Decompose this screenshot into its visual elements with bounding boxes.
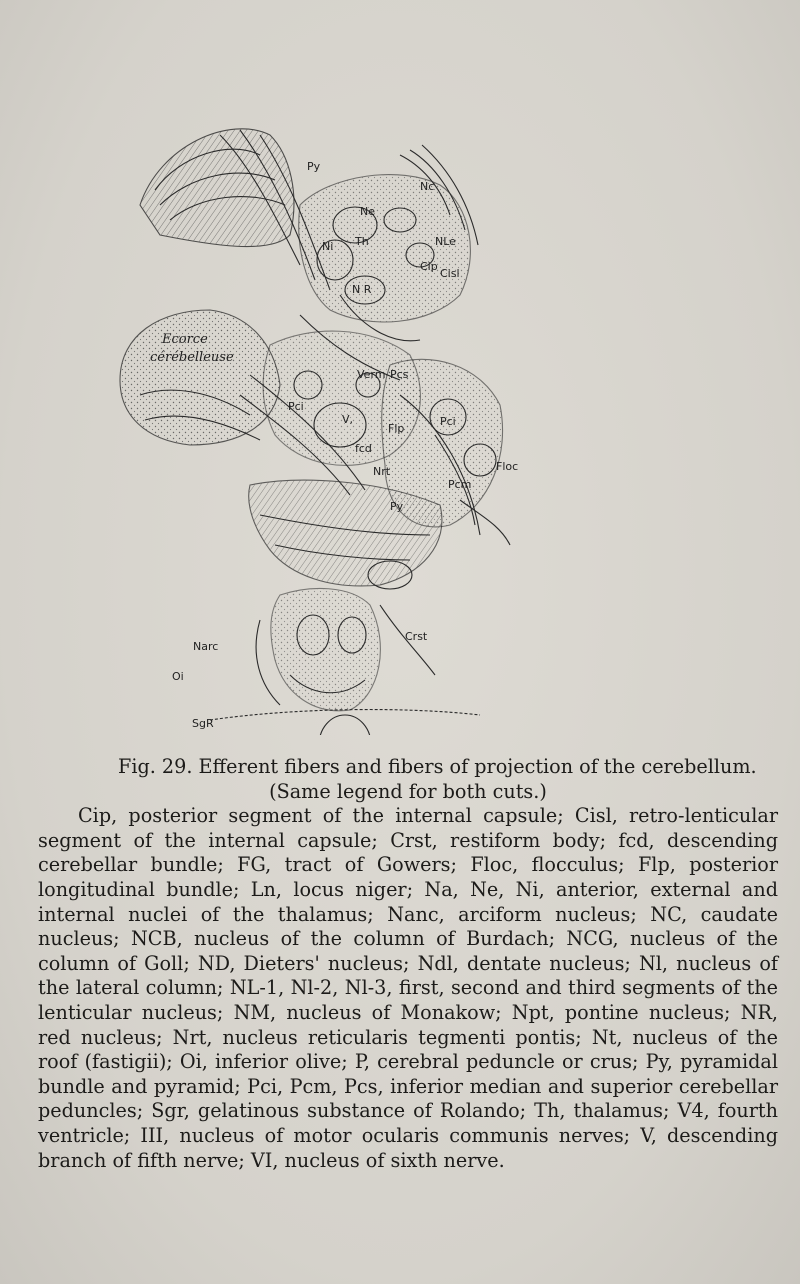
figure-subtitle: (Same legend for both cuts.)	[269, 779, 547, 803]
label-pcs: Pcs	[390, 368, 409, 381]
label-nc: Nc	[420, 180, 435, 193]
label-fcd: fcd	[355, 442, 372, 455]
label-nle: NLe	[435, 235, 456, 248]
label-v: V,	[342, 413, 354, 426]
label-th: Th	[355, 235, 369, 248]
label-pcm: Pcm	[448, 478, 472, 491]
label-pys: Py	[390, 500, 404, 513]
label-ne: Ne	[360, 205, 375, 218]
figure-legend: Cip, posterior segment of the internal capsule; Cisl, retro-lenticular segment of the internal capsule; Crst, restiform body; fcd, descending cerebellar bundle; FG, tract of Gowers; Floc, flocculus; Flp, posterior longitudinal bundle; Ln, locus niger; Na, Ne, Ni, anterior, external and internal nuclei of the thalamus; Nanc, arciform nucleus; NC, caudate nucleus; NCB, nucleus of the column of Burdach; NCG, nucleus of the column of Goll; ND, Dieters' nucleus; Ndl, dentate nucleus; Nl, nucleus of the lateral column; NL-1, Nl-2, Nl-3, first, second and third segments of the lenticular nucleus; NM, nucleus of Monakow; Npt, pontine nucleus; NR, red nucleus; Nrt, nucleus reticularis tegmenti pontis; Nt, nucleus of the roof (fastigii); Oi, inferior olive; P, cerebral peduncle or crus; Py, pyramidal bundle and pyramid; Pci, Pcm, Pcs, inferior median and superior cerebellar peduncles; Sgr, gelatinous substance of Rolando; Th, thalamus; V4, fourth ventricle; III, nucleus of motor ocularis communis nerves; V, descending branch of fifth nerve; VI, nucleus of sixth nerve.	[38, 804, 778, 1172]
label-nrt: Nrt	[373, 465, 391, 478]
label-cip: Cip	[420, 260, 438, 273]
label-cerebelleuse: cérébelleuse	[150, 350, 234, 365]
cerebellum-illustration	[100, 95, 580, 735]
figure-title: Fig. 29. Efferent fibers and fibers of projection of the cerebellum.	[118, 755, 757, 778]
label-cisl: Cisl	[440, 267, 460, 280]
label-nr: N R	[352, 283, 372, 296]
label-ecorce: Ecorce	[162, 332, 208, 347]
label-pci-right: Pci	[440, 415, 456, 428]
cerebellum-drawing	[100, 95, 580, 735]
label-narc: Narc	[193, 640, 219, 653]
label-crst: Crst	[405, 630, 428, 643]
label-ni: Ni	[322, 240, 334, 253]
label-py-top: Py	[307, 160, 321, 173]
label-oi: Oi	[172, 670, 184, 683]
label-floc: Floc	[496, 460, 519, 473]
label-sgr: SgR	[192, 717, 214, 730]
figure-caption	[38, 755, 778, 1173]
label-verm: Verm	[357, 368, 386, 381]
label-flp: Flp	[388, 422, 405, 435]
label-pci-left: Pci	[288, 400, 304, 413]
